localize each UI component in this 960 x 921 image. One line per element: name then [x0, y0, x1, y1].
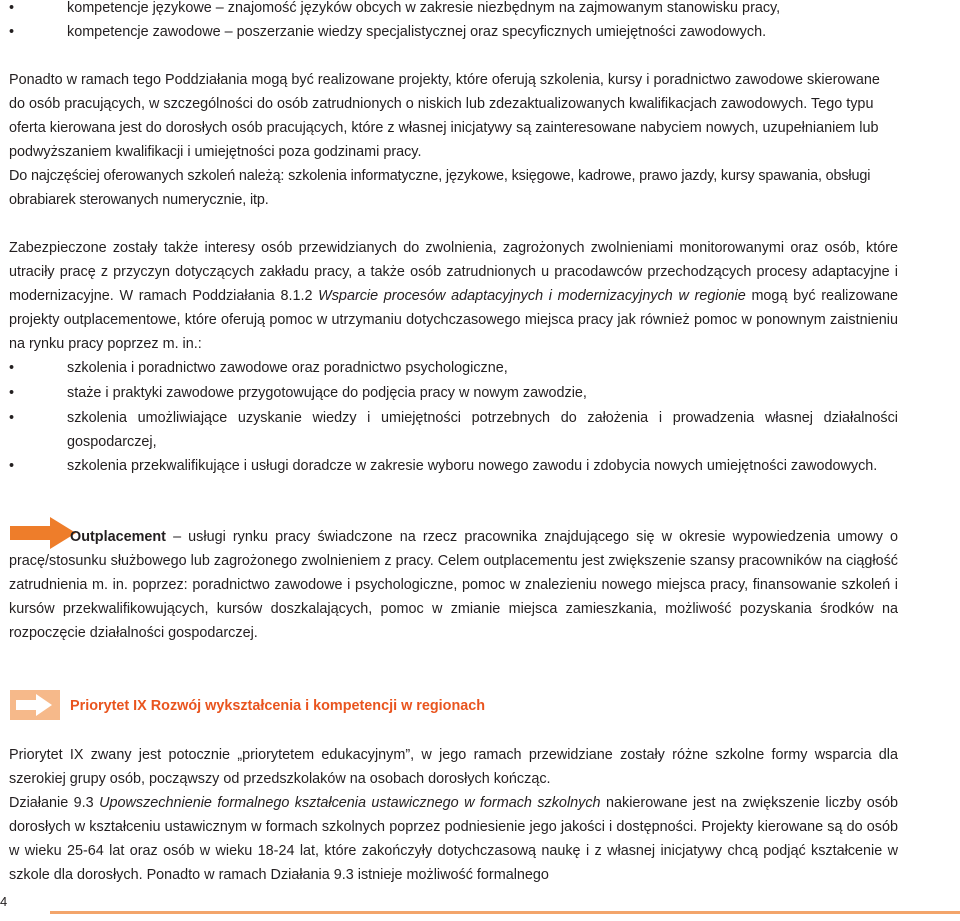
defined-term: Outplacement — [70, 529, 166, 545]
section-heading: Priorytet IX Rozwój wykształcenia i kompetencji w regionach — [70, 698, 486, 714]
paragraph — [9, 791, 898, 887]
programme-title: Wsparcie procesów adaptacyjnych i modernizacyjnych w regionie — [318, 288, 746, 304]
bullet: • — [9, 360, 15, 376]
arrow-right-icon — [10, 690, 60, 720]
bullet: • — [9, 24, 15, 40]
list-item-text: kompetencje językowe – znajomość języków obcych w zakresie niezbędnym na zajmowanym stanowisku pracy, — [67, 0, 781, 16]
paragraph: Ponadto w ramach tego Poddziałania mogą być realizowane projekty, które oferują szkolenia, kursy i poradnictwo zawodowe skierowane do osób pracujących, w szczególności do osób zatrudnionych o niskich lub zdezaktualizowanych kwalifikacjach zawodowych. Tego typu oferta kierowana jest do dorosłych osób pracujących, które z własnej inicjatywy są zainteresowane nabyciem nowych, uzupełnianiem lub podwyższaniem kwalifikacji i umiejętności poza godzinami pracy. — [9, 72, 880, 160]
bullet: • — [9, 385, 15, 401]
paragraph-text: mogą być realizowane projekty outplacementowe, które oferują pomoc w utrzymaniu dotychczasowego miejsca pracy jak również pomoc w ponownym zaistnieniu na rynku pracy poprzez m. in.: — [9, 288, 898, 352]
paragraph — [9, 236, 898, 356]
paragraph-text: Działanie 9.3 — [9, 795, 100, 811]
action-title: Upowszechnienie formalnego kształcenia ustawicznego w formach szkolnych — [99, 795, 601, 811]
list-item-text: szkolenia przekwalifikujące i usługi doradcze w zakresie wyboru nowego zawodu i zdobycia nowych umiejętności zawodowych. — [67, 458, 878, 474]
paragraph-text: Zabezpieczone zostały także interesy osób przewidzianych do zwolnienia, zagrożonych zwolnieniami monitorowanymi oraz osób, które utraciły pracę z przyczyn dotyczących zakładu pracy, a także osób zatrudnionych u pracodawców przechodzących procesy adaptacyjne i modernizacyjne. W ramach Poddziałania 8.1.2 — [9, 240, 898, 304]
footer-rule — [50, 911, 960, 914]
bullet: • — [9, 0, 15, 16]
page-number: 4 — [0, 894, 8, 909]
list-item-text: szkolenia i poradnictwo zawodowe oraz poradnictwo psychologiczne, — [67, 360, 508, 376]
paragraph: Do najczęściej oferowanych szkoleń należą: szkolenia informatyczne, językowe, księgowe, kadrowe, prawo jazdy, kursy spawania, obsługi obrabiarek sterowanych numerycznie, itp. — [9, 168, 871, 208]
list-item-text: kompetencje zawodowe – poszerzanie wiedzy specjalistycznej oraz specyficznych umiejętności zawodowych. — [67, 24, 767, 40]
bullet: • — [9, 410, 15, 426]
paragraph-text: nakierowane jest na zwiększenie liczby osób dorosłych w kształceniu ustawicznym w formach szkolnych poprzez podniesienie jego jakości i dostępności. Projekty kierowane są do osób w wieku 25-64 lat oraz osób w wieku 18-24 lat, które zakończyły dotychczasową naukę i z własnej inicjatywy chcą podjąć kształcenie w szkole dla dorosłych. Ponadto w ramach Działania 9.3 istnieje możliwość formalnego — [9, 795, 899, 883]
definition-paragraph — [9, 525, 898, 645]
list-item-text: szkolenia umożliwiające uzyskanie wiedzy i umiejętności potrzebnych do założenia i prowadzenia własnej działalności gospodarczej, — [67, 410, 898, 450]
paragraph: Priorytet IX zwany jest potocznie „priorytetem edukacyjnym”, w jego ramach przewidziane zostały różne szkolne formy wsparcia dla szerokiej grupy osób, począwszy od przedszkolaków na osobach dorosłych kończąc. — [9, 747, 898, 787]
list-item-text: staże i praktyki zawodowe przygotowujące do podjęcia pracy w nowym zawodzie, — [67, 385, 587, 401]
bullet: • — [9, 458, 15, 474]
definition-text: – usługi rynku pracy świadczone na rzecz pracownika znajdującego się w okresie wypowiedzenia umowy o pracę/stosunku służbowego lub zagrożonego zwolnieniem z pracy. Celem outplacementu jest zwiększenie szansy pracowników na ciągłość zatrudnienia m. in. poprzez: poradnictwo zawodowe i psychologiczne, pomoc w znalezieniu nowego miejsca pracy, finansowanie szkoleń i kursów przekwalifikowujących, kursów doszkalających, pomoc w zmianie miejsca zamieszkania, możliwość pozyskania środków na rozpoczęcie działalności gospodarczej. — [9, 529, 898, 641]
